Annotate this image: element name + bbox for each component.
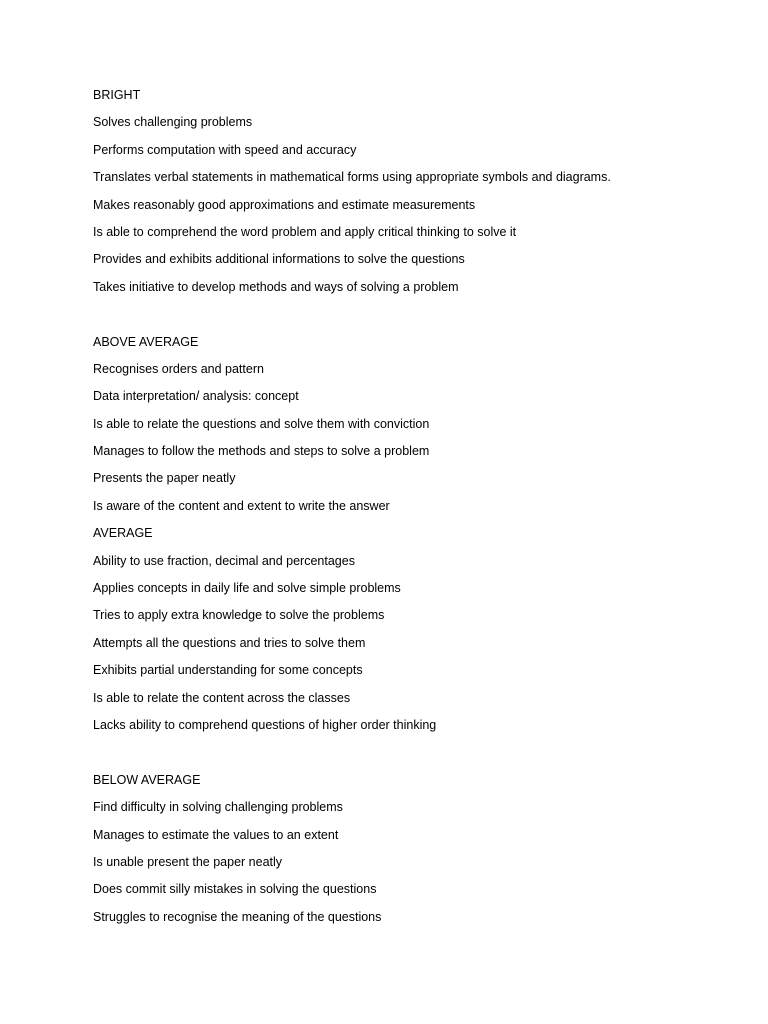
list-item: Presents the paper neatly — [93, 471, 236, 486]
list-item: Takes initiative to develop methods and ways of solving a problem — [93, 279, 459, 294]
list-item: Is able to relate the questions and solve them with conviction — [93, 416, 430, 431]
list-item: Provides and exhibits additional informations to solve the questions — [93, 252, 465, 267]
section-spacer — [93, 305, 733, 332]
list-item: Lacks ability to comprehend questions of higher order thinking — [93, 717, 437, 732]
list-item: Solves challenging problems — [93, 115, 253, 130]
list-item: Makes reasonably good approximations and estimate measurements — [93, 197, 476, 212]
section-heading-above-average: ABOVE AVERAGE — [93, 334, 199, 349]
list-item: Performs computation with speed and accuracy — [93, 142, 357, 157]
list-item: Manages to estimate the values to an extent — [93, 827, 339, 842]
list-item: Data interpretation/ analysis: concept — [93, 389, 299, 404]
section-heading-average: AVERAGE — [93, 526, 153, 541]
list-item: Manages to follow the methods and steps to solve a problem — [93, 444, 430, 459]
list-item: Applies concepts in daily life and solve simple problems — [93, 581, 401, 596]
list-item: Exhibits partial understanding for some concepts — [93, 663, 363, 678]
document-page — [93, 86, 733, 935]
list-item: Translates verbal statements in mathematical forms using appropriate symbols and diagrams. — [93, 170, 611, 185]
list-item: Is aware of the content and extent to write the answer — [93, 498, 390, 513]
list-item: Recognises orders and pattern — [93, 361, 264, 376]
section-spacer — [93, 743, 733, 770]
list-item: Is able to comprehend the word problem and apply critical thinking to solve it — [93, 224, 517, 239]
list-item: Struggles to recognise the meaning of the questions — [93, 909, 382, 924]
list-item: Is able to relate the content across the classes — [93, 690, 351, 705]
list-item: Does commit silly mistakes in solving the questions — [93, 882, 377, 897]
list-item: Ability to use fraction, decimal and percentages — [93, 553, 355, 568]
section-heading-bright: BRIGHT — [93, 88, 141, 102]
section-heading-below-average: BELOW AVERAGE — [93, 772, 201, 787]
list-item: Find difficulty in solving challenging problems — [93, 800, 343, 815]
list-item: Attempts all the questions and tries to solve them — [93, 635, 366, 650]
list-item: Tries to apply extra knowledge to solve the problems — [93, 608, 385, 623]
list-item: Is unable present the paper neatly — [93, 854, 283, 869]
